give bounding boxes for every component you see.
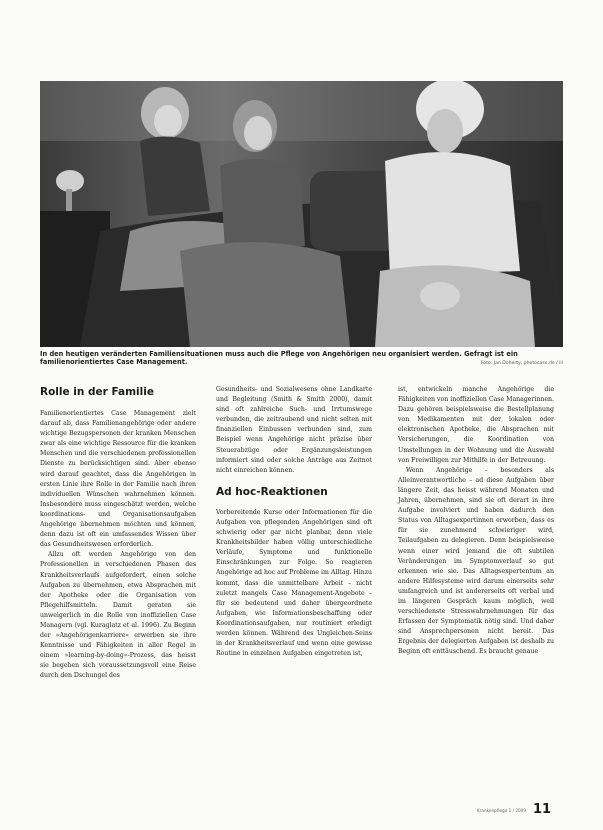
paragraph: Familienorientiertes Case Management zielt darauf ab, dass Familienangehörige oder andere wichtige Bezugspersonen der kranken Menschen zwar als eine wichtige Ressource für die kranken Menschen und die verschiedenen professionellen Dienste zu berücksichtigen sind. Aber ebenso wird darauf geachtet, dass die Angehörigen in ersten Linie ihre Rolle in der Familie nach ihren individuellen Wünschen wahrnehmen können. Insbesondere muss eingeschätzt werden, welche koordinations- und Organisationsaufgaben Angehörige übernehmen möchten und können, denn dazu ist oft ein umfassendes Wissen über das Gesundheitswesen erforderlich. xyxy=(40,410,196,549)
family-photo-illustration xyxy=(40,81,563,347)
photo-caption: In den heutigen veränderten Familiensituationen muss auch die Pflege von Angehörigen neu organisiert werden. Gefragt ist ein familienorientiertes Case Management. xyxy=(40,350,518,367)
column-3 xyxy=(398,385,554,658)
column-1 xyxy=(40,385,196,682)
paragraph: ist, entwickeln manche Angehörige die Fähigkeiten von inoffiziellen Case Managerinnen. Dazu gehören beispielsweise die Bestellplanung von Medikamenten mit der lokalen oder elektronischen Apotheke, die Absprachen mit Versicherungen, die Koordination von Umstellungen in der Wohnung und die Auswahl von Freiwilligen zur Mithilfe in der Betreuung. xyxy=(398,386,554,464)
section-heading-ad-hoc: Ad hoc-Reaktionen xyxy=(216,485,328,498)
paragraph: Vorbereitende Kurse oder Informationen für die Aufgaben von pflegenden Angehörigen sind oft schwierig oder gar nicht planbar, denn viele Krankheitsbilder haben völlig unterschiedliche Verläufe, Symptome und funktionelle Einschränkungen zur Folge. So reagieren Angehörige ad hoc auf Probleme im Alltag. Hinzu kommt, dass die unmittelbare Arbeit – nicht zuletzt mangels Case Management-Angebote – für sie bedeutend und daher übergeordnete Aufgaben, wie Informationsbeschaffung oder Koordinationsaufgaben, nur routiniert erledigt werden können. Während des Ungleichen-Seins in der Krankheitsverlauf und wenn eine gewisse Routine in einzelnen Aufgaben eingetreten ist, xyxy=(216,508,372,658)
column-2 xyxy=(216,385,372,659)
paragraph: Wenn Angehörige – besonders als Alleinverantwortliche – ad diese Aufgaben über längere Zeit, das heisst während Monaten und Jahren, übernehmen, sind sie oft derart in ihre Aufgabe involviert und haben dadurch den Status von Alltagsexpertinnen erworben, dass es für sie zunehmend schwieriger wird, Teilaufgaben zu delegieren. Denn beispielsweise wenn einer wird jemand die oft subtilen Veränderungen im Symptomverlauf so gut erkennen wie sie. Das Alltagsexpertentum an andere Hilfesysteme wird darum einerseits sehr umfangreich und ist andererseits oft verbal und im längeren Gespräch kaum möglich, weil verschiedenste Stresswahrnehmungen für das Erfassen der Symptomatik nötig sind. Und daher sind Ansprechpersonen nicht bereit. Das Ergebnis der delegierten Aufgaben ist deshalb zu Beginn oft enttäuschend. Es braucht genaue xyxy=(398,466,554,656)
publication-footer: Krankenpflege 1 / 2009 xyxy=(476,808,526,813)
family-photo xyxy=(40,81,563,347)
section-heading-rolle: Rolle in der Familie xyxy=(40,386,154,398)
paragraph: Allzu oft werden Angehörige von den Professionellen in verschiedenen Phasen des Krankheitsverlaufs aufgefordert, einen solche Aufgaben zu übernehmen, etwa Absprachen mit der Apotheke oder die Organisation von Pflegehilfsmitteln. Damit geraten sie unweigerlich in die Rolle von inoffiziellen Case Managern (vgl. Kuraglatz et al. 1996). Zu Beginn der »Angehörigenkarriere« erwerben sie ihre Kenntnisse und Fähigkeiten in aller Regel in einem »learning-by-doing«-Prozess, das heisst sie begeben sich voraussetzungsvoll eine Reise durch den Dschungel des xyxy=(40,551,196,680)
paragraph: Gesundheits- und Sozialwesens ohne Landkarte und Begleitung (Smith & Smith 2000), damit sind oft zahlreiche Such- und Irrtumswege verbunden, die zeitraubend und nicht selten mit finanziellen Einbussen verbunden sind, zum Beispiel wenn Angehörige nicht präzise über Steuerabzüge oder Ergänzungsleistungen informiert sind oder solche Anträge aus Zeitnot nicht einreichen können. xyxy=(216,386,372,474)
page-number: 11 xyxy=(533,802,552,817)
photo-credit: Foto: Jan Doherty, photocase.de / ill xyxy=(480,361,563,366)
